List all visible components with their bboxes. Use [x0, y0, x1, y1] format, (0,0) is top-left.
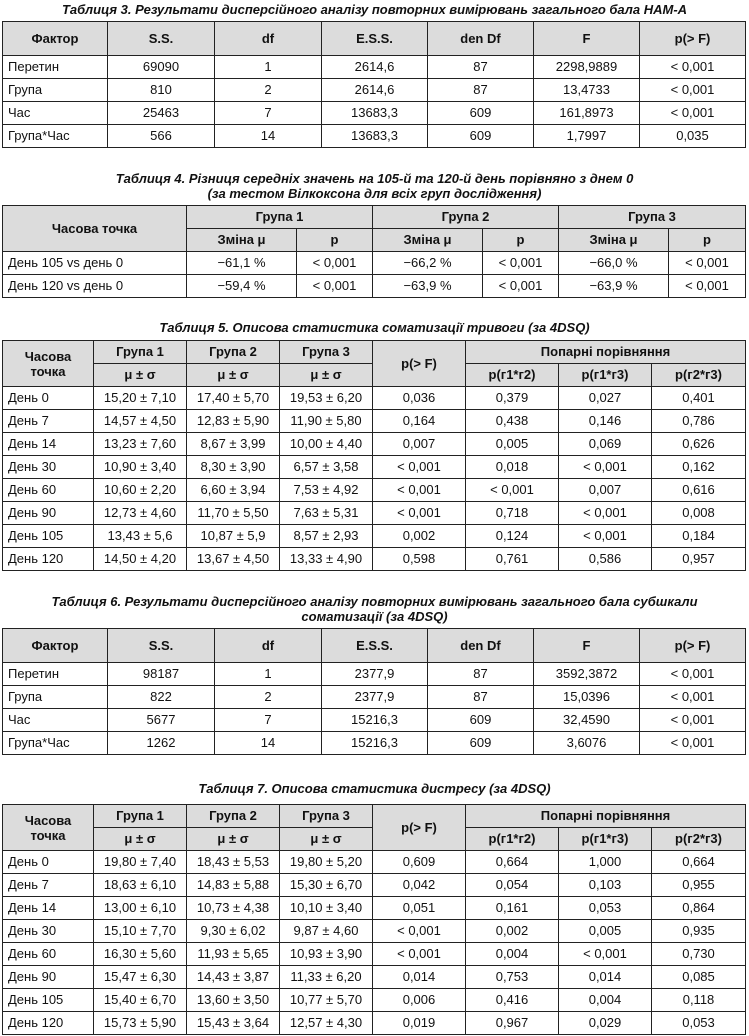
data-cell: 0,864	[652, 897, 746, 920]
data-cell: 13,33 ± 4,90	[280, 548, 373, 571]
data-cell: 8,57 ± 2,93	[280, 525, 373, 548]
header-cell: df	[215, 22, 322, 56]
data-cell: 2298,9889	[534, 56, 640, 79]
data-cell: 0,598	[373, 548, 466, 571]
pairwise-header: Попарні порівняння	[466, 805, 746, 828]
data-cell: 2377,9	[322, 663, 428, 686]
data-cell: 13,23 ± 7,60	[94, 433, 187, 456]
data-cell: 13,4733	[534, 79, 640, 102]
data-cell: 10,10 ± 3,40	[280, 897, 373, 920]
row-label-cell: День 60	[3, 943, 94, 966]
table4-body	[3, 252, 746, 298]
table-row	[3, 989, 746, 1012]
group-header: Група 1	[94, 805, 187, 828]
data-cell: 17,40 ± 5,70	[187, 387, 280, 410]
data-cell: 0,753	[466, 966, 559, 989]
data-cell: 0,004	[466, 943, 559, 966]
header-cell: E.S.S.	[322, 22, 428, 56]
data-cell: 1	[215, 56, 322, 79]
data-cell: 19,80 ± 7,40	[94, 851, 187, 874]
pair-header: p(г1*г3)	[559, 828, 652, 851]
row-label-cell: Група*Час	[3, 732, 108, 755]
pair-header: p(г1*г2)	[466, 364, 559, 387]
pairwise-header: Попарні порівняння	[466, 341, 746, 364]
table6-header-row	[3, 629, 746, 663]
row-label-cell: День 105	[3, 989, 94, 1012]
data-cell: 5677	[108, 709, 215, 732]
row-label-cell: День 30	[3, 456, 94, 479]
table5-title: Таблиця 5. Описова статистика соматизації тривоги (за 4DSQ)	[159, 320, 590, 335]
header-cell: E.S.S.	[322, 629, 428, 663]
table4-header-row-1	[3, 206, 746, 229]
data-cell: 0,957	[652, 548, 746, 571]
data-cell: −63,9 %	[559, 275, 669, 298]
table-row	[3, 275, 746, 298]
row-label-cell: Перетин	[3, 56, 108, 79]
header-cell: S.S.	[108, 22, 215, 56]
data-cell: 15216,3	[322, 709, 428, 732]
row-label-cell: День 7	[3, 410, 94, 433]
data-cell: 0,036	[373, 387, 466, 410]
data-cell: 15,30 ± 6,70	[280, 874, 373, 897]
data-cell: 0,085	[652, 966, 746, 989]
group-header: Група 3	[280, 341, 373, 364]
data-cell: 0,162	[652, 456, 746, 479]
data-cell: < 0,001	[297, 275, 373, 298]
table-row	[3, 456, 746, 479]
row-label-cell: День 90	[3, 966, 94, 989]
data-cell: 13683,3	[322, 102, 428, 125]
data-cell: 0,664	[466, 851, 559, 874]
data-cell: −66,0 %	[559, 252, 669, 275]
data-cell: < 0,001	[640, 663, 746, 686]
table-row	[3, 1012, 746, 1035]
header-cell: den Df	[428, 22, 534, 56]
data-cell: 9,30 ± 6,02	[187, 920, 280, 943]
data-cell: < 0,001	[559, 502, 652, 525]
table3-header-row	[3, 22, 746, 56]
mu-sigma-header: μ ± σ	[187, 364, 280, 387]
row-label-cell: Перетин	[3, 663, 108, 686]
table-row	[3, 709, 746, 732]
data-cell: < 0,001	[559, 525, 652, 548]
data-cell: 6,60 ± 3,94	[187, 479, 280, 502]
data-cell: 15,47 ± 6,30	[94, 966, 187, 989]
data-cell: 0,002	[373, 525, 466, 548]
table-row	[3, 686, 746, 709]
subheader-cell: p	[483, 229, 559, 252]
data-cell: 2377,9	[322, 686, 428, 709]
table-row	[3, 102, 746, 125]
data-cell: 0,761	[466, 548, 559, 571]
table3-body	[3, 56, 746, 148]
data-cell: 0,051	[373, 897, 466, 920]
timepoint-header: Часова точка	[3, 805, 94, 851]
table7-header-row-1	[3, 805, 746, 828]
data-cell: 87	[428, 79, 534, 102]
data-cell: 0,955	[652, 874, 746, 897]
timepoint-header: Часова точка	[3, 206, 187, 252]
data-cell: 0,069	[559, 433, 652, 456]
table-row	[3, 502, 746, 525]
row-label-cell: День 120	[3, 1012, 94, 1035]
table-row	[3, 920, 746, 943]
data-cell: 0,005	[466, 433, 559, 456]
table7	[2, 804, 746, 1035]
row-label-cell: День 0	[3, 851, 94, 874]
row-label-cell: День 90	[3, 502, 94, 525]
data-cell: 0,019	[373, 1012, 466, 1035]
data-cell: 15216,3	[322, 732, 428, 755]
data-cell: 1262	[108, 732, 215, 755]
table-row	[3, 79, 746, 102]
data-cell: 19,53 ± 6,20	[280, 387, 373, 410]
data-cell: < 0,001	[640, 732, 746, 755]
data-cell: 0,626	[652, 433, 746, 456]
data-cell: < 0,001	[669, 275, 746, 298]
row-label-cell: Група*Час	[3, 125, 108, 148]
data-cell: 14	[215, 125, 322, 148]
data-cell: 7,63 ± 5,31	[280, 502, 373, 525]
data-cell: 0,004	[559, 989, 652, 1012]
pf-header: p(> F)	[373, 805, 466, 851]
data-cell: 0,053	[652, 1012, 746, 1035]
group-header: Група 1	[94, 341, 187, 364]
table-row	[3, 966, 746, 989]
data-cell: < 0,001	[373, 920, 466, 943]
data-cell: 1,7997	[534, 125, 640, 148]
row-label-cell: День 30	[3, 920, 94, 943]
table6-title-line1: Таблиця 6. Результати дисперсійного аналізу повторних вимірювань загального бала субшкали	[51, 594, 698, 609]
data-cell: −66,2 %	[373, 252, 483, 275]
table5-body	[3, 387, 746, 571]
table-row	[3, 56, 746, 79]
group-header: Група 2	[373, 206, 559, 229]
table-row	[3, 851, 746, 874]
data-cell: < 0,001	[483, 252, 559, 275]
data-cell: 14,43 ± 3,87	[187, 966, 280, 989]
row-label-cell: День 14	[3, 433, 94, 456]
table7-body	[3, 851, 746, 1035]
data-cell: 0,438	[466, 410, 559, 433]
table-row	[3, 387, 746, 410]
row-label-cell: Час	[3, 709, 108, 732]
data-cell: 15,20 ± 7,10	[94, 387, 187, 410]
data-cell: 161,8973	[534, 102, 640, 125]
group-header: Група 1	[187, 206, 373, 229]
data-cell: < 0,001	[640, 102, 746, 125]
table5-header-row-1	[3, 341, 746, 364]
group-header: Група 3	[280, 805, 373, 828]
data-cell: 15,43 ± 3,64	[187, 1012, 280, 1035]
table-row	[3, 433, 746, 456]
data-cell: 87	[428, 663, 534, 686]
data-cell: 0,029	[559, 1012, 652, 1035]
table-row	[3, 525, 746, 548]
row-label-cell: Група	[3, 686, 108, 709]
data-cell: 14	[215, 732, 322, 755]
data-cell: 0,379	[466, 387, 559, 410]
row-label-cell: День 0	[3, 387, 94, 410]
data-cell: 10,00 ± 4,40	[280, 433, 373, 456]
row-label-cell: День 60	[3, 479, 94, 502]
data-cell: 0,416	[466, 989, 559, 1012]
data-cell: 0,401	[652, 387, 746, 410]
mu-sigma-header: μ ± σ	[280, 828, 373, 851]
data-cell: 0,035	[640, 125, 746, 148]
data-cell: < 0,001	[373, 943, 466, 966]
table3-title: Таблиця 3. Результати дисперсійного аналізу повторних вимірювань загального бала HAM-A	[61, 2, 688, 17]
data-cell: 32,4590	[534, 709, 640, 732]
data-cell: 7,53 ± 4,92	[280, 479, 373, 502]
data-cell: 12,83 ± 5,90	[187, 410, 280, 433]
data-cell: 6,57 ± 3,58	[280, 456, 373, 479]
data-cell: < 0,001	[373, 456, 466, 479]
data-cell: 18,63 ± 6,10	[94, 874, 187, 897]
subheader-cell: Зміна μ	[187, 229, 297, 252]
table6-title-line2: соматизації (за 4DSQ)	[301, 609, 448, 624]
table3	[2, 21, 746, 148]
data-cell: < 0,001	[373, 502, 466, 525]
data-cell: 0,935	[652, 920, 746, 943]
data-cell: 13,43 ± 5,6	[94, 525, 187, 548]
data-cell: < 0,001	[559, 456, 652, 479]
data-cell: 98187	[108, 663, 215, 686]
data-cell: 13,00 ± 6,10	[94, 897, 187, 920]
data-cell: 10,73 ± 4,38	[187, 897, 280, 920]
data-cell: 15,0396	[534, 686, 640, 709]
data-cell: 0,124	[466, 525, 559, 548]
data-cell: 3,6076	[534, 732, 640, 755]
data-cell: < 0,001	[373, 479, 466, 502]
data-cell: 0,118	[652, 989, 746, 1012]
data-cell: 0,053	[559, 897, 652, 920]
data-cell: 16,30 ± 5,60	[94, 943, 187, 966]
data-cell: < 0,001	[297, 252, 373, 275]
data-cell: < 0,001	[640, 686, 746, 709]
data-cell: 2	[215, 686, 322, 709]
header-cell: Фактор	[3, 22, 108, 56]
data-cell: 13,67 ± 4,50	[187, 548, 280, 571]
table-row	[3, 125, 746, 148]
table6	[2, 628, 746, 755]
data-cell: 15,10 ± 7,70	[94, 920, 187, 943]
data-cell: 0,002	[466, 920, 559, 943]
data-cell: 0,008	[652, 502, 746, 525]
subheader-cell: Зміна μ	[559, 229, 669, 252]
table-row	[3, 252, 746, 275]
data-cell: 87	[428, 56, 534, 79]
subheader-cell: p	[669, 229, 746, 252]
data-cell: 13,60 ± 3,50	[187, 989, 280, 1012]
table-row	[3, 943, 746, 966]
data-cell: < 0,001	[640, 79, 746, 102]
data-cell: < 0,001	[466, 479, 559, 502]
data-cell: 0,616	[652, 479, 746, 502]
data-cell: < 0,001	[640, 709, 746, 732]
group-header: Група 2	[187, 341, 280, 364]
row-label-cell: День 7	[3, 874, 94, 897]
header-cell: p(> F)	[640, 22, 746, 56]
header-cell: den Df	[428, 629, 534, 663]
header-cell: F	[534, 629, 640, 663]
data-cell: 0,164	[373, 410, 466, 433]
data-cell: 7	[215, 709, 322, 732]
subheader-cell: p	[297, 229, 373, 252]
data-cell: 609	[428, 102, 534, 125]
data-cell: 0,014	[559, 966, 652, 989]
timepoint-header: Часова точка	[3, 341, 94, 387]
data-cell: 0,005	[559, 920, 652, 943]
mu-sigma-header: μ ± σ	[94, 828, 187, 851]
pair-header: p(г2*г3)	[652, 364, 746, 387]
data-cell: 0,042	[373, 874, 466, 897]
header-cell: F	[534, 22, 640, 56]
data-cell: 18,43 ± 5,53	[187, 851, 280, 874]
data-cell: 609	[428, 125, 534, 148]
data-cell: −59,4 %	[187, 275, 297, 298]
table4-title-line2: (за тестом Вілкоксона для всіх груп дослідження)	[207, 186, 542, 201]
data-cell: 15,73 ± 5,90	[94, 1012, 187, 1035]
data-cell: 0,014	[373, 966, 466, 989]
row-label-cell: День 120	[3, 548, 94, 571]
header-cell: p(> F)	[640, 629, 746, 663]
data-cell: 609	[428, 732, 534, 755]
data-cell: 0,006	[373, 989, 466, 1012]
data-cell: 69090	[108, 56, 215, 79]
data-cell: < 0,001	[559, 943, 652, 966]
data-cell: −61,1 %	[187, 252, 297, 275]
data-cell: 0,027	[559, 387, 652, 410]
data-cell: 25463	[108, 102, 215, 125]
pair-header: p(г2*г3)	[652, 828, 746, 851]
row-label-cell: Час	[3, 102, 108, 125]
data-cell: 0,184	[652, 525, 746, 548]
row-label-cell: День 14	[3, 897, 94, 920]
table-row	[3, 663, 746, 686]
table-row	[3, 410, 746, 433]
data-cell: 10,93 ± 3,90	[280, 943, 373, 966]
data-cell: 12,57 ± 4,30	[280, 1012, 373, 1035]
data-cell: 0,586	[559, 548, 652, 571]
data-cell: 11,33 ± 6,20	[280, 966, 373, 989]
data-cell: 0,786	[652, 410, 746, 433]
table6-body	[3, 663, 746, 755]
data-cell: 2614,6	[322, 56, 428, 79]
table4-title-line1: Таблиця 4. Різниця середніх значень на 105-й та 120-й день порівняно з днем 0	[115, 171, 634, 186]
data-cell: 0,018	[466, 456, 559, 479]
data-cell: 810	[108, 79, 215, 102]
data-cell: < 0,001	[669, 252, 746, 275]
data-cell: 7	[215, 102, 322, 125]
data-cell: 19,80 ± 5,20	[280, 851, 373, 874]
data-cell: 8,67 ± 3,99	[187, 433, 280, 456]
header-cell: Фактор	[3, 629, 108, 663]
data-cell: 1,000	[559, 851, 652, 874]
data-cell: 609	[428, 709, 534, 732]
data-cell: 0,161	[466, 897, 559, 920]
data-cell: 12,73 ± 4,60	[94, 502, 187, 525]
mu-sigma-header: μ ± σ	[94, 364, 187, 387]
table-row	[3, 897, 746, 920]
pf-header: p(> F)	[373, 341, 466, 387]
data-cell: < 0,001	[640, 56, 746, 79]
data-cell: 3592,3872	[534, 663, 640, 686]
pair-header: p(г1*г3)	[559, 364, 652, 387]
row-label-cell: Група	[3, 79, 108, 102]
row-label-cell: День 120 vs день 0	[3, 275, 187, 298]
subheader-cell: Зміна μ	[373, 229, 483, 252]
pair-header: p(г1*г2)	[466, 828, 559, 851]
data-cell: 11,93 ± 5,65	[187, 943, 280, 966]
data-cell: 0,664	[652, 851, 746, 874]
data-cell: 0,007	[373, 433, 466, 456]
data-cell: 0,103	[559, 874, 652, 897]
table-row	[3, 548, 746, 571]
data-cell: 2	[215, 79, 322, 102]
data-cell: 87	[428, 686, 534, 709]
data-cell: 10,77 ± 5,70	[280, 989, 373, 1012]
data-cell: < 0,001	[483, 275, 559, 298]
data-cell: 10,60 ± 2,20	[94, 479, 187, 502]
data-cell: 2614,6	[322, 79, 428, 102]
table7-title: Таблиця 7. Описова статистика дистресу (за 4DSQ)	[198, 781, 551, 796]
group-header: Група 3	[559, 206, 746, 229]
data-cell: 14,83 ± 5,88	[187, 874, 280, 897]
table-row	[3, 732, 746, 755]
mu-sigma-header: μ ± σ	[280, 364, 373, 387]
data-cell: 9,87 ± 4,60	[280, 920, 373, 943]
data-cell: 14,57 ± 4,50	[94, 410, 187, 433]
data-cell: 11,90 ± 5,80	[280, 410, 373, 433]
data-cell: 14,50 ± 4,20	[94, 548, 187, 571]
data-cell: 8,30 ± 3,90	[187, 456, 280, 479]
data-cell: 13683,3	[322, 125, 428, 148]
table4	[2, 205, 746, 298]
data-cell: −63,9 %	[373, 275, 483, 298]
group-header: Група 2	[187, 805, 280, 828]
header-cell: S.S.	[108, 629, 215, 663]
mu-sigma-header: μ ± σ	[187, 828, 280, 851]
data-cell: 0,146	[559, 410, 652, 433]
row-label-cell: День 105 vs день 0	[3, 252, 187, 275]
row-label-cell: День 105	[3, 525, 94, 548]
data-cell: 10,90 ± 3,40	[94, 456, 187, 479]
data-cell: 0,054	[466, 874, 559, 897]
data-cell: 0,609	[373, 851, 466, 874]
data-cell: 15,40 ± 6,70	[94, 989, 187, 1012]
data-cell: 822	[108, 686, 215, 709]
data-cell: 0,730	[652, 943, 746, 966]
data-cell: 566	[108, 125, 215, 148]
data-cell: 0,007	[559, 479, 652, 502]
data-cell: 10,87 ± 5,9	[187, 525, 280, 548]
table-row	[3, 874, 746, 897]
data-cell: 0,967	[466, 1012, 559, 1035]
table-row	[3, 479, 746, 502]
header-cell: df	[215, 629, 322, 663]
table5	[2, 340, 746, 571]
data-cell: 0,718	[466, 502, 559, 525]
data-cell: 11,70 ± 5,50	[187, 502, 280, 525]
data-cell: 1	[215, 663, 322, 686]
